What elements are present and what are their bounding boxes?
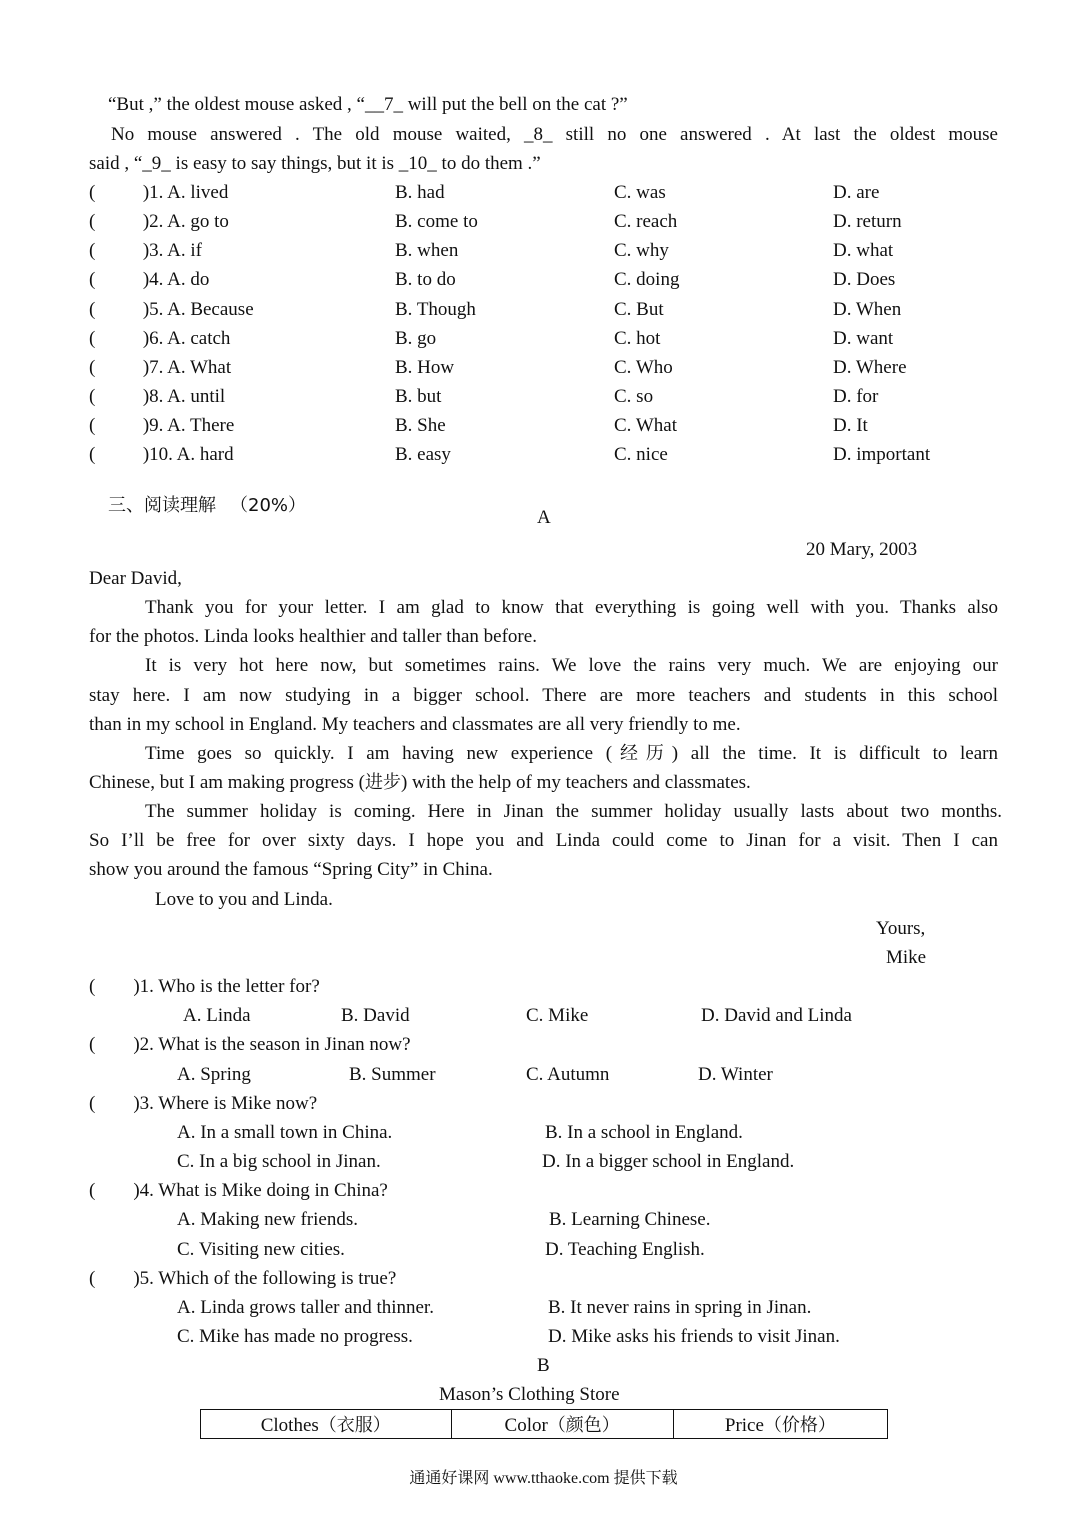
header-price [673, 1410, 887, 1439]
text-run: Time goes so quickly. I am having new experience ( [145, 743, 613, 764]
passage-a-label: A [537, 507, 551, 528]
cloze-question: ( )10. A. hard [89, 444, 234, 465]
option-c: C. Mike has made no progress. [177, 1326, 413, 1347]
option-d: D. want [833, 328, 894, 349]
gloss-cn: 经历 [612, 743, 672, 764]
section-heading [89, 473, 306, 539]
cloze-question: ( )8. A. until [89, 386, 226, 407]
option-d: D. Does [833, 269, 896, 290]
option-c: C. so [614, 386, 654, 407]
header-text: Price [724, 1415, 764, 1436]
footer-url: www.tthaoke.com [493, 1470, 610, 1487]
cloze-question: ( )4. A. do [89, 269, 210, 290]
header-text: Clothes [260, 1415, 319, 1436]
option-d: D. for [833, 386, 879, 407]
passage-b-label: B [537, 1355, 550, 1376]
cloze-question: ( )3. A. if [89, 240, 202, 261]
cloze-question: ( )1. A. lived [89, 182, 229, 203]
question-2: ( )2. What is the season in Jinan now? [89, 1034, 411, 1055]
option-c: C. reach [614, 211, 678, 232]
letter-p1-line2: for the photos. Linda looks healthier and taller than before. [89, 626, 537, 647]
header-text: Color [504, 1415, 548, 1436]
option-b: B. How [395, 357, 455, 378]
footer-site-name: 通通好课网 [409, 1468, 490, 1487]
option-d: D. Mike asks his friends to visit Jinan. [548, 1326, 840, 1347]
option-d: D. return [833, 211, 902, 232]
option-d: D. Where [833, 357, 907, 378]
gloss-cn: 进步 [364, 772, 401, 793]
text-run: ) all the time. It is difficult to learn [671, 743, 998, 764]
question-5: ( )5. Which of the following is true? [89, 1268, 397, 1289]
option-c: C. Who [614, 357, 673, 378]
letter-p4-line1: The summer holiday is coming. Here in Jinan the summer holiday usually lasts about two months. [145, 801, 1002, 822]
text-run: Chinese, but I am making progress ( [89, 772, 365, 793]
cloze-question: ( )9. A. There [89, 415, 235, 436]
page-footer [0, 1465, 1087, 1488]
letter-p2-line1: It is very hot here now, but sometimes rains. We love the rains very much. We are enjoying our [145, 655, 998, 676]
cloze-question: ( )6. A. catch [89, 328, 231, 349]
letter-p2-line3: than in my school in England. My teachers and classmates are all very friendly to me. [89, 714, 741, 735]
story-line-3: said , “_9_ is easy to say things, but it is _10_ to do them .” [89, 153, 541, 174]
story-line-2: No mouse answered . The old mouse waited, _8_ still no one answered . At last the oldest mouse [111, 124, 998, 145]
question-4: ( )4. What is Mike doing in China? [89, 1180, 388, 1201]
option-d: D. It [833, 415, 868, 436]
option-b: B. Learning Chinese. [549, 1209, 711, 1230]
option-c: C. What [614, 415, 677, 436]
header-cn: （价格） [763, 1415, 836, 1436]
option-b: B. It never rains in spring in Jinan. [548, 1297, 812, 1318]
option-b: B. had [395, 182, 445, 203]
letter-p3-line1 [145, 743, 998, 765]
text-run: ) with the help of my teachers and classmates. [400, 772, 751, 793]
cloze-question: ( )2. A. go to [89, 211, 229, 232]
option-b: B. Summer [349, 1064, 436, 1085]
letter-greeting: Dear David, [89, 568, 182, 589]
header-color [451, 1410, 673, 1439]
option-b: B. come to [395, 211, 478, 232]
option-c: C. But [614, 299, 664, 320]
option-b: B. easy [395, 444, 451, 465]
option-c: C. why [614, 240, 669, 261]
option-d: D. In a bigger school in England. [542, 1151, 795, 1172]
footer-download: 提供下载 [613, 1468, 678, 1487]
option-d: D. Teaching English. [545, 1239, 705, 1260]
story-line-1: “But ,” the oldest mouse asked , “__7_ will put the bell on the cat ?” [108, 94, 628, 115]
option-c: C. Visiting new cities. [177, 1239, 345, 1260]
option-b: B. In a school in England. [545, 1122, 743, 1143]
option-a: A. Making new friends. [177, 1209, 358, 1230]
letter-p2-line2: stay here. I am now studying in a bigger school. There are more teachers and students in this school [89, 685, 998, 706]
letter-sign-off: Yours, [876, 918, 926, 939]
letter-closing: Love to you and Linda. [155, 889, 333, 910]
header-clothes [201, 1410, 452, 1439]
option-a: A. In a small town in China. [177, 1122, 393, 1143]
cloze-question: ( )5. A. Because [89, 299, 254, 320]
option-b: B. when [395, 240, 459, 261]
header-cn: （颜色） [547, 1415, 620, 1436]
option-b: B. but [395, 386, 442, 407]
option-c: C. doing [614, 269, 680, 290]
option-c: C. hot [614, 328, 661, 349]
option-c: C. In a big school in Jinan. [177, 1151, 381, 1172]
section-title: 三、阅读理解 [108, 495, 216, 516]
option-d: D. are [833, 182, 880, 203]
letter-p1-line1: Thank you for your letter. I am glad to know that everything is going well with you. Thanks also [145, 597, 998, 618]
table-header-row [201, 1410, 888, 1439]
clothing-table [200, 1409, 888, 1439]
store-title: Mason’s Clothing Store [439, 1384, 620, 1405]
option-b: B. David [341, 1005, 410, 1026]
letter-date: 20 Mary, 2003 [806, 539, 918, 560]
cloze-question: ( )7. A. What [89, 357, 232, 378]
section-score: （20%） [230, 495, 307, 516]
option-a: A. Linda grows taller and thinner. [177, 1297, 434, 1318]
option-d: D. David and Linda [701, 1005, 852, 1026]
option-c: C. nice [614, 444, 668, 465]
question-1: ( )1. Who is the letter for? [89, 976, 320, 997]
option-a: A. Spring [177, 1064, 251, 1085]
letter-p4-line3: show you around the famous “Spring City” in China. [89, 859, 493, 880]
letter-p4-line2: So I’ll be free for over sixty days. I hope you and Linda could come to Jinan for a visit. Then I can [89, 830, 998, 851]
option-b: B. go [395, 328, 437, 349]
option-b: B. She [395, 415, 446, 436]
option-d: D. important [833, 444, 931, 465]
option-c: C. Autumn [526, 1064, 610, 1085]
option-d: D. what [833, 240, 894, 261]
letter-p3-line2 [89, 772, 751, 794]
question-3: ( )3. Where is Mike now? [89, 1093, 318, 1114]
option-b: B. to do [395, 269, 456, 290]
option-c: C. was [614, 182, 666, 203]
option-d: D. When [833, 299, 902, 320]
option-d: D. Winter [698, 1064, 773, 1085]
option-b: B. Though [395, 299, 476, 320]
header-cn: （衣服） [318, 1415, 391, 1436]
letter-signature: Mike [886, 947, 927, 968]
option-a: A. Linda [183, 1005, 251, 1026]
option-c: C. Mike [526, 1005, 589, 1026]
